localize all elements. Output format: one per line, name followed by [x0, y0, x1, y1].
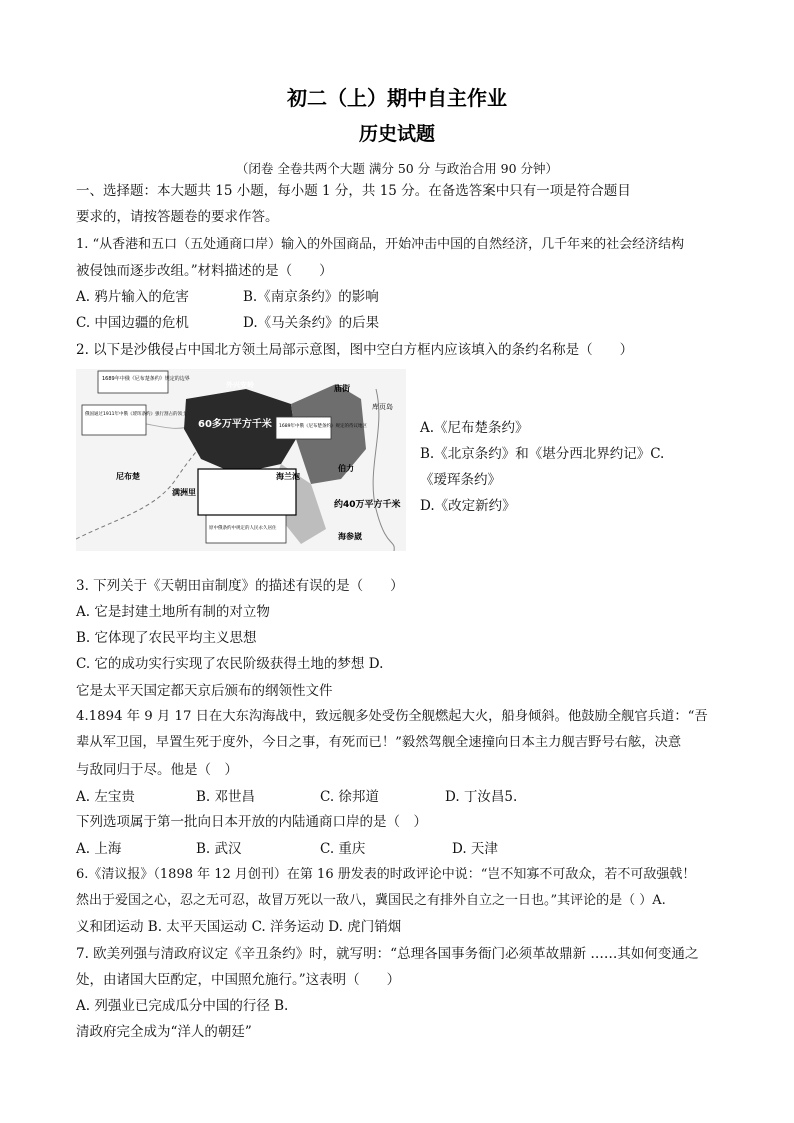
q4-option-b: B. 邓世昌: [196, 789, 256, 805]
q1-option-d: D.《马关条约》的后果: [243, 315, 380, 331]
q4-option-c: C. 徐邦道: [320, 789, 379, 805]
place-manzhouli: 满洲里: [172, 488, 196, 497]
q1-stem-cont: 被侵蚀而逐步改组。”材料描述的是（ ）: [76, 263, 333, 279]
q2-option-c-cont: 《瑷珲条约》: [420, 472, 501, 488]
map-label-box1: [98, 371, 168, 393]
territory-map: [76, 369, 406, 551]
map-label-box2: [82, 405, 146, 435]
exam-note: （闭卷 全卷共两个大题 满分 50 分 与政治合用 90 分钟）: [235, 161, 559, 176]
q1-option-c: C. 中国边疆的危机: [76, 315, 189, 331]
page-subtitle: 历史试题: [358, 123, 435, 145]
q3-stem: 3. 下列关于《天朝田亩制度》的描述有误的是（ ）: [76, 578, 404, 594]
map-label-box3-text: 1689年中俄《尼布楚条约》规定的待议地区: [279, 424, 367, 429]
q1-stem: 1. “从香港和五口（五处通商口岸）输入的外国商品，开始冲击中国的自然经济，几千年来的社会经济结构: [76, 237, 685, 252]
q2-option-a: A.《尼布楚条约》: [420, 420, 529, 436]
place-sakhalin: 库页岛: [372, 403, 393, 411]
q1-option-b: B.《南京条约》的影响: [243, 289, 379, 305]
map-area-label-1: 60多万平方千米: [198, 419, 272, 430]
q4-stem-cont: 辈从军卫国，早置生死于度外，今日之事，有死而已！”毅然驾舰全速撞向日本主力舰吉野号右舷，决意: [76, 735, 682, 750]
map-label-box1-text: 1689年中俄《尼布楚条约》规定的边界: [102, 376, 190, 382]
place-nikolayevsk: 庙街: [334, 384, 350, 393]
q2-stem: 2. 以下是沙俄侵占中国北方领土局部示意图，图中空白方框内应该填入的条约名称是（ ）: [76, 342, 634, 358]
place-khabarovsk: 伯力: [338, 464, 354, 473]
q7-stem-cont: 处，由诸国大臣酌定，中国照允施行。”这表明（ ）: [76, 972, 401, 988]
q5-stem: 下列选项属于第一批向日本开放的内陆通商口岸的是（ ）: [76, 814, 427, 830]
section-heading: 一、选择题：本大题共 15 小题，每小题 1 分，共 15 分。在备选答案中只有一项是符合题目: [76, 183, 631, 199]
q1-option-a: A. 鸦片输入的危害: [76, 289, 189, 305]
q5-option-c: C. 重庆: [320, 841, 366, 857]
q7-option-b: 清政府完全成为“洋人的朝廷”: [76, 1024, 252, 1040]
place-nerchinsk: 尼布楚: [116, 472, 140, 481]
q7-option-a: A. 列强业已完成瓜分中国的行径 B.: [76, 998, 289, 1014]
q3-option-a: A. 它是封建土地所有制的对立物: [76, 604, 270, 620]
q5-option-d: D. 天津: [452, 841, 498, 857]
q3-option-c: C. 它的成功实行实现了农民阶级获得土地的梦想 D.: [76, 656, 384, 672]
q6-stem-cont: 然出于爱国之心，忍之无可忍，故冒万死以一敌八，冀国民之有排外自立之一日也。”其评论的是（ ）A.: [76, 893, 666, 908]
q3-option-b: B. 它体现了农民平均主义思想: [76, 630, 257, 646]
q4-stem-end: 与敌同归于尽。他是（ ）: [76, 762, 238, 778]
map-label-box4-text: 原中俄条约中规定的人民永久居住: [209, 526, 277, 531]
q5-option-a: A. 上海: [76, 841, 122, 857]
q3-option-d: 它是太平天国定都天京后颁布的纲领性文件: [76, 683, 333, 699]
q4-option-a: A. 左宝贵: [76, 789, 135, 805]
q4-stem: 4.1894 年 9 月 17 日在大东沟海战中，致远舰多处受伤全舰燃起大火，船身倾斜。他鼓励全舰官兵道：“吾: [76, 709, 708, 724]
q7-stem: 7. 欧美列强与清政府议定《辛丑条约》时，就写明：“总理各国事务衙门必须革故鼎新 ……其如何变通之: [76, 946, 699, 962]
place-vladivostok: 海参崴: [338, 532, 362, 541]
map-area-label-2: 约40万平方千米: [334, 500, 401, 510]
q6-options: 义和团运动 B. 太平天国运动 C. 洋务运动 D. 虎门销烟: [76, 919, 402, 935]
q2-option-d: D.《改定新约》: [420, 498, 516, 514]
place-blagoveshchensk: 海兰泡: [276, 472, 300, 481]
q4-option-d: D. 丁汝昌5.: [445, 789, 518, 805]
q6-stem: 6.《清议报》（1898 年 12 月创刊）在第 16 册发表的时政评论中说：“岂不知寡不可敌众，若不可敌强戟！: [76, 867, 696, 882]
map-label-box2-text: 俄国通过1911年中俄《瑷珲条约》强行割占的领土: [85, 412, 187, 417]
page-title: 初二（上）期中自主作业: [287, 86, 507, 110]
section-heading-cont: 要求的，请按答题卷的要求作答。: [76, 209, 279, 225]
q5-option-b: B. 武汉: [196, 841, 242, 857]
q2-option-bc: B.《北京条约》和《堪分西北界约记》C.: [420, 446, 665, 462]
place-stanovoy: 外兴安岭: [226, 381, 254, 389]
